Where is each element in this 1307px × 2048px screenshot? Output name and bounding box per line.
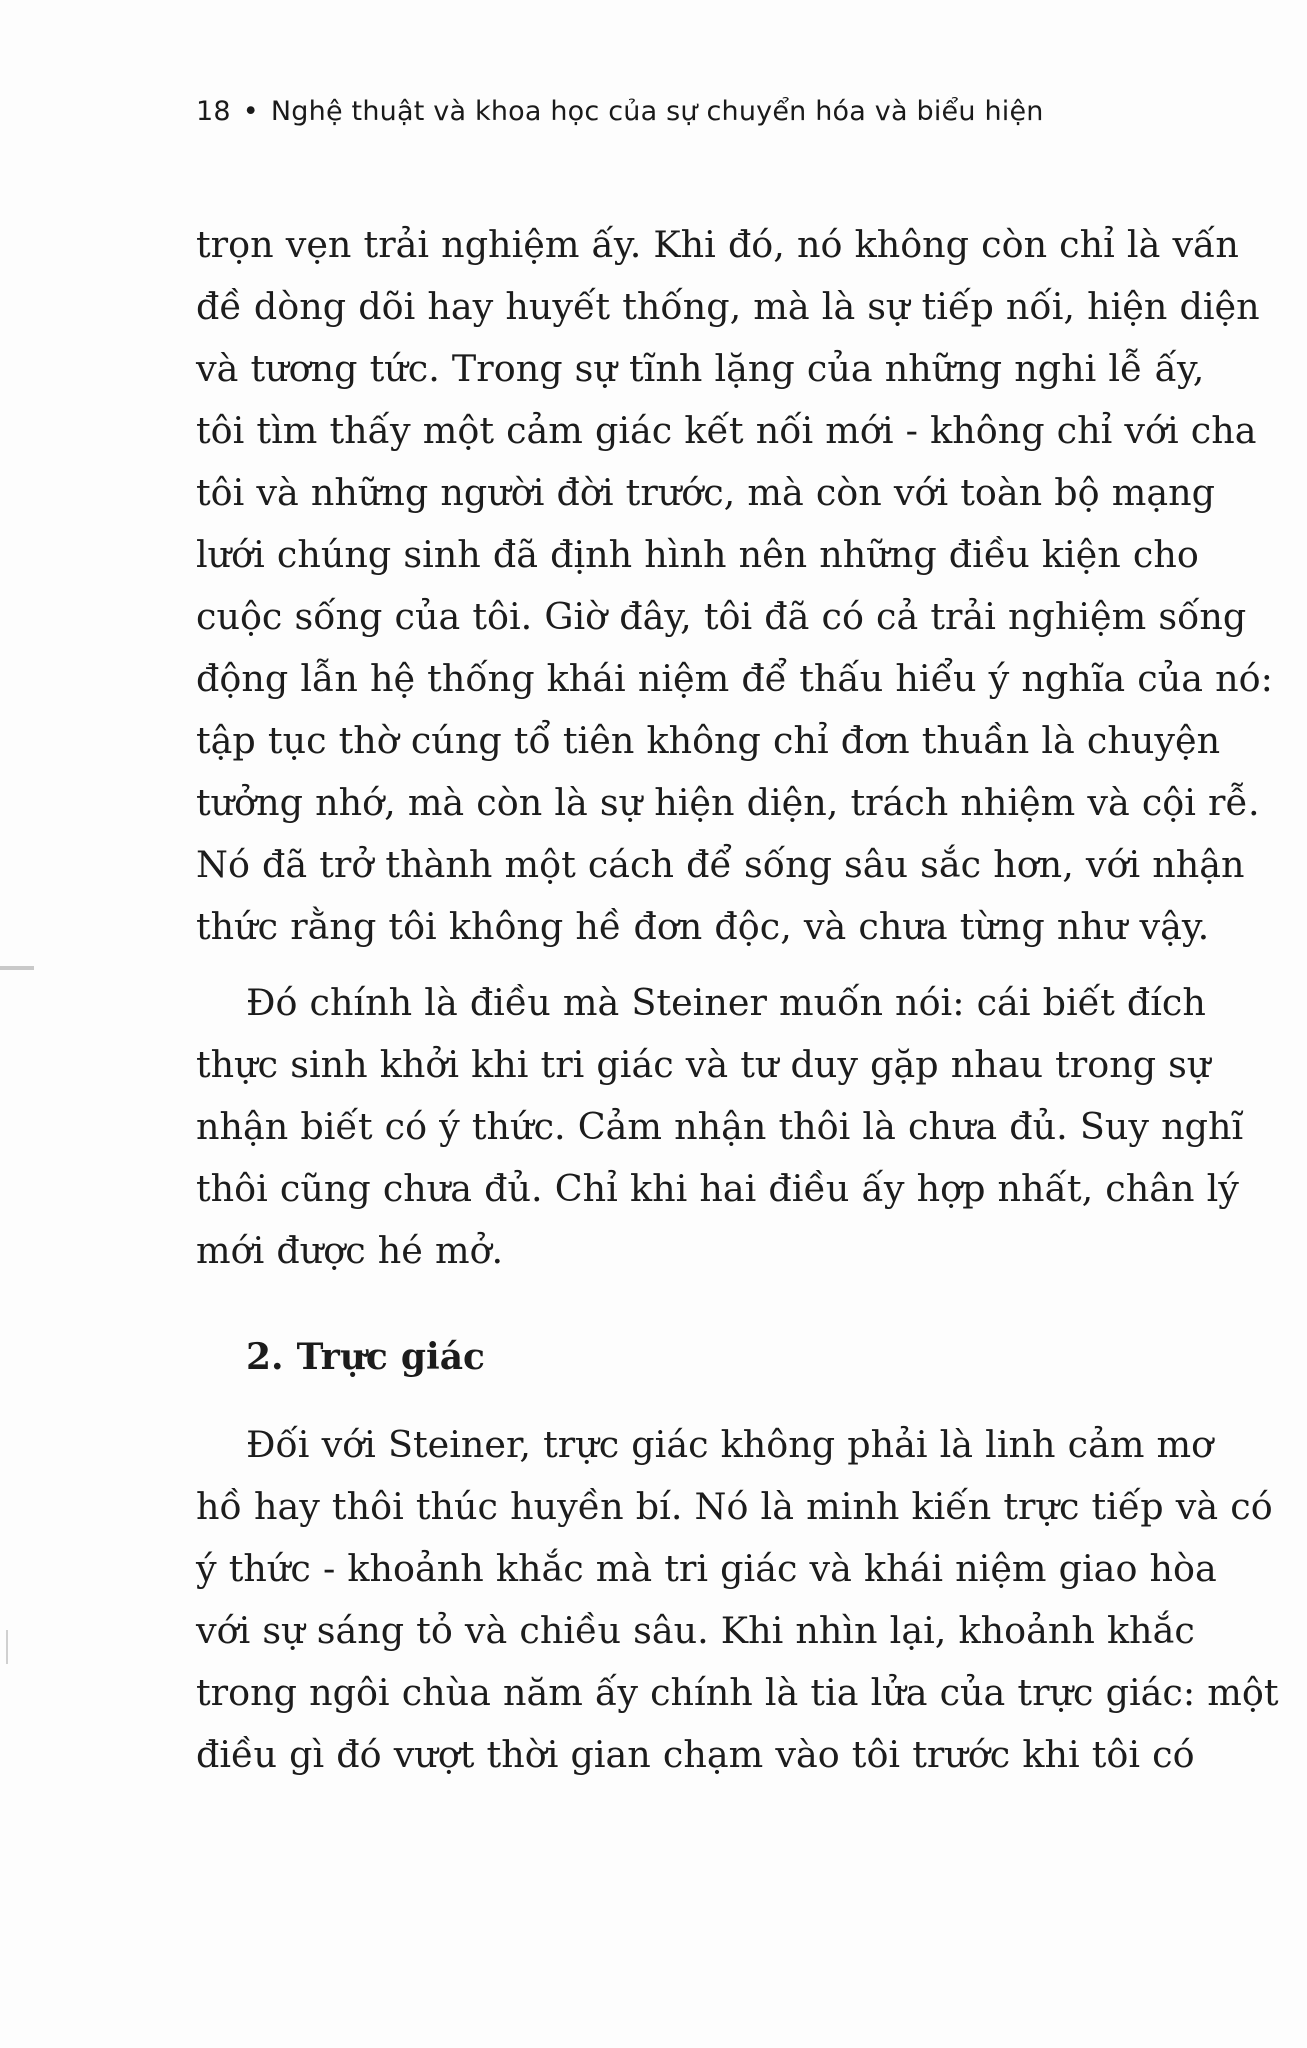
- scan-margin-mark: [6, 1630, 8, 1664]
- text-line: tôi tìm thấy một cảm giác kết nối mới - không chỉ với cha: [196, 409, 1257, 452]
- paragraph-2: [196, 972, 1244, 1282]
- page-number: 18: [196, 96, 231, 127]
- body-text: [196, 214, 1279, 1786]
- header-separator: •: [242, 96, 259, 127]
- text-line: mới được hé mở.: [196, 1229, 504, 1272]
- text-line: tập tục thờ cúng tổ tiên không chỉ đơn thuần là chuyện: [196, 719, 1221, 762]
- book-title: Nghệ thuật và khoa học của sự chuyển hóa và biểu hiện: [270, 96, 1044, 127]
- text-line: thực sinh khởi khi tri giác và tư duy gặp nhau trong sự: [196, 1043, 1211, 1086]
- section-heading: 2. Trực giác: [246, 1336, 485, 1378]
- text-line: với sự sáng tỏ và chiều sâu. Khi nhìn lại, khoảnh khắc: [196, 1609, 1195, 1652]
- text-line: Nó đã trở thành một cách để sống sâu sắc hơn, với nhận: [196, 843, 1245, 886]
- text-line: Đối với Steiner, trực giác không phải là linh cảm mơ: [246, 1423, 1214, 1466]
- paragraph-gap: [196, 958, 1188, 972]
- text-line: điều gì đó vượt thời gian chạm vào tôi trước khi tôi có: [196, 1733, 1195, 1776]
- text-line: động lẫn hệ thống khái niệm để thấu hiểu ý nghĩa của nó:: [196, 657, 1273, 700]
- running-header: [196, 96, 1044, 127]
- text-line: trong ngôi chùa năm ấy chính là tia lửa của trực giác: một: [196, 1671, 1279, 1714]
- text-line: thôi cũng chưa đủ. Chỉ khi hai điều ấy hợp nhất, chân lý: [196, 1167, 1239, 1210]
- text-line: thức rằng tôi không hề đơn độc, và chưa từng như vậy.: [196, 905, 1210, 948]
- text-line: ý thức - khoảnh khắc mà tri giác và khái niệm giao hòa: [196, 1547, 1217, 1590]
- text-line: nhận biết có ý thức. Cảm nhận thôi là chưa đủ. Suy nghĩ: [196, 1105, 1244, 1148]
- text-line: cuộc sống của tôi. Giờ đây, tôi đã có cả trải nghiệm sống: [196, 595, 1247, 638]
- text-line: Đó chính là điều mà Steiner muốn nói: cái biết đích: [246, 981, 1206, 1024]
- text-line: trọn vẹn trải nghiệm ấy. Khi đó, nó không còn chỉ là vấn: [196, 223, 1239, 266]
- text-line: tôi và những người đời trước, mà còn với toàn bộ mạng: [196, 471, 1215, 514]
- scan-margin-mark: [0, 966, 34, 970]
- text-line: đề dòng dõi hay huyết thống, mà là sự tiếp nối, hiện diện: [196, 285, 1260, 328]
- text-line: tưởng nhớ, mà còn là sự hiện diện, trách nhiệm và cội rễ.: [196, 781, 1260, 824]
- text-line: và tương tức. Trong sự tĩnh lặng của những nghi lễ ấy,: [196, 347, 1205, 390]
- text-line: hồ hay thôi thúc huyền bí. Nó là minh kiến trực tiếp và có: [196, 1485, 1273, 1528]
- paragraph-1: [196, 214, 1273, 958]
- text-line: lưới chúng sinh đã định hình nên những điều kiện cho: [196, 533, 1199, 576]
- paragraph-3: [196, 1414, 1279, 1786]
